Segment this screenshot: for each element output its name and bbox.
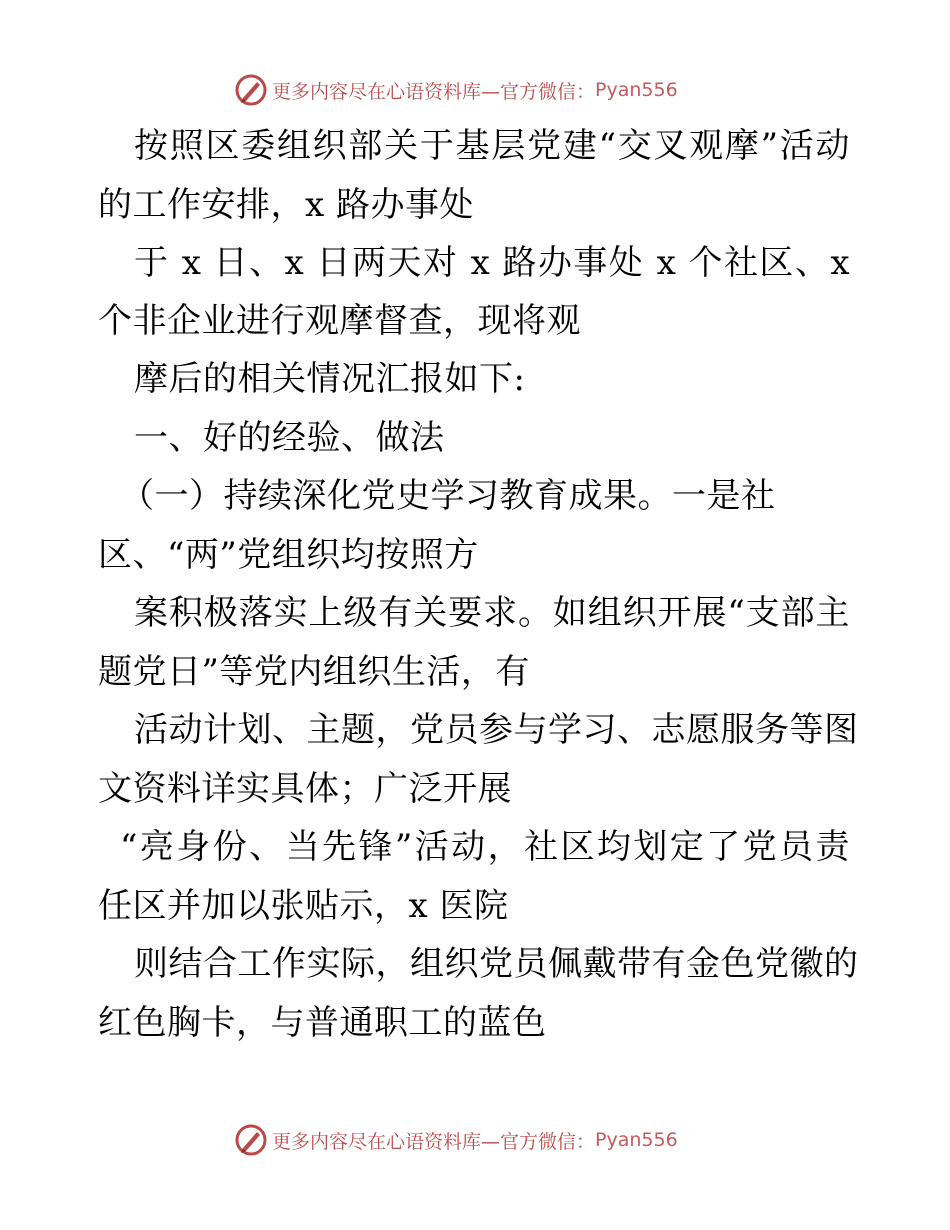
watermark-handle: Pyan556 [595, 79, 678, 101]
paragraph-line: 红色胸卡，与普通职工的蓝色 [98, 1003, 547, 1043]
paragraph-line: 摩后的相关情况汇报如下: [134, 359, 526, 399]
watermark-footer [234, 1123, 678, 1157]
paragraph-line: 活动计划、主题，党员参与学习、志愿服务等图 [134, 710, 859, 750]
paragraph-line: 区、“两”党组织均按照方 [98, 535, 479, 575]
watermark-header [234, 73, 678, 107]
paragraph-line: 任区并加以张贴示，x 医院 [98, 886, 509, 926]
paragraph-line: 的工作安排，x 路办事处 [98, 185, 474, 225]
paragraph-line: 案积极落实上级有关要求。如组织开展“支部主 [134, 593, 850, 633]
paragraph-line: 按照区委组织部关于基层党建“交叉观摩”活动 [134, 126, 850, 166]
paragraph-line: 则结合工作实际，组织党员佩戴带有金色党徽的 [134, 944, 859, 984]
section-heading: 一、好的经验、做法 [134, 418, 445, 458]
paragraph-line: “亮身份、当先锋”活动，社区均划定了党员责 [120, 827, 850, 867]
pen-logo-icon [234, 73, 268, 107]
subsection-heading: （一）持续深化党史学习教育成果。一是社 [120, 476, 776, 516]
watermark-handle: Pyan556 [595, 1129, 678, 1151]
paragraph-line: 于 x 日、x 日两天对 x 路办事处 x 个社区、x [134, 243, 850, 283]
paragraph-line: 文资料详实具体；广泛开展 [98, 769, 512, 809]
watermark-text: 更多内容尽在心语资料库—官方微信： [272, 80, 596, 103]
paragraph-line: 个非企业进行观摩督查，现将观 [98, 301, 581, 341]
watermark-text: 更多内容尽在心语资料库—官方微信： [272, 1130, 596, 1153]
paragraph-line: 题党日”等党内组织生活，有 [98, 652, 530, 692]
pen-logo-icon [234, 1123, 268, 1157]
